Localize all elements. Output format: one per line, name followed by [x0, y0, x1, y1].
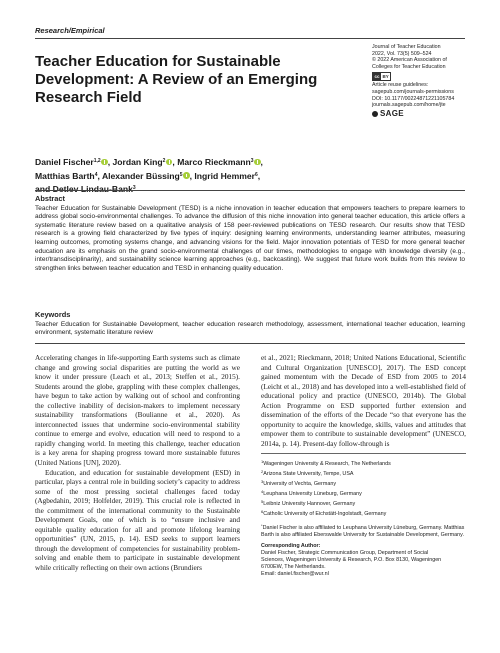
journal-meta — [372, 44, 472, 117]
affiliation — [261, 488, 466, 498]
affil-text: Catholic University of Eichstätt-Ingolstadt, Germany — [263, 511, 387, 518]
affil-text: University of Vechta, Germany — [263, 481, 337, 488]
author-sep: , — [260, 157, 263, 167]
sage-logo — [372, 108, 472, 118]
affil-num: 4 — [261, 489, 264, 495]
corr-line: Sciences, Wageningen University & Research, P.O. Box 8130, Wageningen — [261, 557, 442, 564]
author-sep: , — [97, 170, 102, 181]
author-and: and — [35, 184, 53, 195]
affil-num: 2 — [261, 469, 264, 475]
article-title: Teacher Education for Sustainable Development: A Review of an Emerging Research Field — [35, 53, 318, 106]
reuse-link[interactable]: sagepub.com/journals-permissions — [372, 88, 454, 95]
author-name: Ingrid Hemmer — [194, 170, 255, 181]
keywords — [35, 311, 465, 338]
affil-text: Arizona State University, Tempe, USA — [263, 471, 354, 478]
author-line — [35, 182, 335, 196]
author-affil: 4 — [94, 171, 98, 178]
body-paragraph: Education, and education for sustainable development (ESD) in particular, plays a central role in building society’s capacity to address some of the most pressing societal challenges faced today (Agbedahin, 2019; Holfelder, 2019). This crucial role is reflected in the commitment of the international community to the Sustainable Development Goals, one of which is to “ensure inclusive and equitable quality education for all and promote lifelong learning opportunities” (UN, 2015, p. 14). ESD seeks to support learners through the development of competencies for sustainability problem-solving and enable them to participate in sustainable development while critically reflecting on their own actions (Brundiers — [35, 468, 240, 573]
corr-email[interactable]: Email: daniel.fischer@wur.nl — [261, 571, 329, 578]
affil-num: 5 — [261, 499, 264, 505]
affiliation — [261, 468, 466, 478]
abstract-text: Teacher Education for Sustainable Development (TESD) is a niche innovation in teacher education that empowers teachers to prepare learners to address global socio-environmental challenges. To advance the diffusion of this niche innovation into general teacher education, this article offers a systematic literature review based on a qualitative analysis of 158 peer-reviewed publications on TESD research. Our results show that TESD research is a growing field characterized by five types of inquiry: designing learning environments, understanding learner attributes, measuring learning outcomes, promoting systems change, and advancing visions for the field. Major innovation potentials of TESD for more general teacher education are its emphasis on the grand socio-environmental challenges of our times, methodologies to engage with knowledge diversity (e.g., inter/transdisciplinarity), and sustainability science learning approaches (e.g., backcasting). We suggest that future work builds from this review to strengthen links between teacher education and TESD in enhancing quality education. — [35, 204, 465, 272]
affil-note-text: Daniel Fischer is also affiliated to Leuphana University Lüneburg, Germany. Matthias Barth is also affiliated Eberswalde University for Sustainable Development, Germany. — [261, 525, 465, 539]
footnotes — [261, 458, 466, 578]
affiliation — [261, 498, 466, 508]
header-rule — [35, 38, 465, 39]
affiliation — [261, 478, 466, 488]
sage-wordmark: SAGE — [380, 108, 404, 118]
affil-num: 3 — [261, 479, 264, 485]
keywords-rule — [35, 343, 465, 344]
affil-num: 1 — [261, 459, 264, 465]
author-affil: 6 — [255, 171, 258, 178]
author-name: Alexander Büssing — [101, 170, 180, 181]
abstract — [35, 195, 465, 273]
orcid-icon[interactable] — [183, 172, 190, 179]
author-affil: 1,2 — [93, 158, 101, 164]
journal-line: 2022, Vol. 73(5) 509–524 — [372, 50, 432, 57]
sage-icon — [372, 111, 378, 117]
affiliation-note: *Daniel Fischer is also affiliated to Leuphana University Lüneburg, Germany. Matthias Barth is also affiliated Eberswalde University for Sustainable Development, Germany. — [261, 523, 465, 539]
by-label: BY — [382, 74, 389, 80]
author-name: Jordan King — [112, 157, 163, 167]
author-name: Matthias Barth — [35, 170, 95, 181]
affil-text: Leibniz University Hannover, Germany — [263, 501, 356, 508]
journal-home-link[interactable]: journals.sagepub.com/home/jte — [372, 102, 446, 109]
abstract-heading: Abstract — [35, 194, 65, 203]
corresponding-heading: Corresponding Author: — [261, 543, 321, 550]
abstract-rule — [35, 190, 465, 191]
affil-text: Wageningen University & Research, The Netherlands — [263, 461, 391, 468]
footnote-rule — [261, 453, 466, 454]
affiliation — [261, 508, 466, 518]
author-affil: 2 — [162, 158, 166, 164]
reuse-line: Article reuse guidelines: — [372, 82, 429, 89]
author-affil: 3 — [250, 158, 254, 164]
author-sep: , — [107, 157, 113, 167]
affil-text: Leuphana University Lüneburg, Germany — [263, 491, 362, 498]
body-column-left — [35, 354, 240, 574]
author-sep: , — [257, 170, 261, 181]
journal-line: © 2022 American Association of — [372, 57, 447, 64]
orcid-icon[interactable] — [254, 159, 261, 166]
cc-by-license-icon[interactable] — [372, 72, 391, 81]
journal-line: Colleges for Teacher Education — [372, 63, 446, 70]
author-name: Marco Rieckmann — [177, 157, 251, 167]
corr-line: Daniel Fischer, Strategic Communication Group, Department of Social — [261, 550, 429, 557]
corr-line: 6700EW, The Netherlands. — [261, 564, 326, 571]
affiliation — [261, 458, 466, 468]
body-column-right — [261, 354, 466, 578]
journal-line: Journal of Teacher Education — [372, 44, 441, 50]
orcid-icon[interactable] — [101, 159, 108, 166]
author-affil: 3 — [132, 185, 136, 192]
author-sep: , — [189, 170, 195, 181]
author-name: Detlev Lindau-Bank — [52, 184, 133, 195]
author-line — [35, 155, 335, 169]
keywords-heading: Keywords — [35, 310, 71, 319]
author-line — [35, 169, 335, 183]
keywords-text: Teacher Education for Sustainable Development, teacher education research methodology, assessment, international teacher education, learning environment, systematic literature review — [35, 320, 465, 337]
body-paragraph: Accelerating changes in life-supporting Earth systems such as climate change and growing social disparities are putting the world as we know it under pressure (Leach et al., 2013; Steffen et al., 2015). Students around the globe, grappling with these complex challenges, have begun to take action by walking out of school and confronting the collective inability of decision-makers to implement necessary sustainability transformations (Boulianne et al., 2020). As interconnected issues that undermine socio-environmental stability continue to emerge and evolve, education will need to respond to a rapidly changing world. In meeting this challenge, teacher education is a key arena for shaping progress toward more sustainable futures (United Nations [UN], 2020). — [35, 354, 240, 468]
section-tag: Research/Empirical — [35, 26, 105, 35]
affil-num: 6 — [261, 509, 264, 515]
author-sep: , — [172, 157, 178, 167]
author-name: Daniel Fischer — [35, 157, 94, 167]
doi-line[interactable]: DOI: 10.1177/00224871221105784 — [372, 95, 455, 102]
body-paragraph: et al., 2021; Rieckmann, 2018; United Nations Educational, Scientific and Cultural Organization [UNESCO], 2017). The ESD concept gained momentum with the Decade of ESD from 2005 to 2014 (Leicht et al., 2018) and has developed into a well-established field of educational policy and practice (UNESCO, 2014b). The Global Action Programme on ESD supported further extension and dissemination of the efforts of the Decade “so that everyone has the opportunity to acquire the knowledge, skills, values and attitudes that empower them to contribute to sustainable development” (UNESCO, 2014a, p. 14). Present-day follow-through is — [261, 354, 466, 448]
cc-label: cc — [374, 74, 380, 80]
author-affil: 5 — [179, 171, 183, 178]
